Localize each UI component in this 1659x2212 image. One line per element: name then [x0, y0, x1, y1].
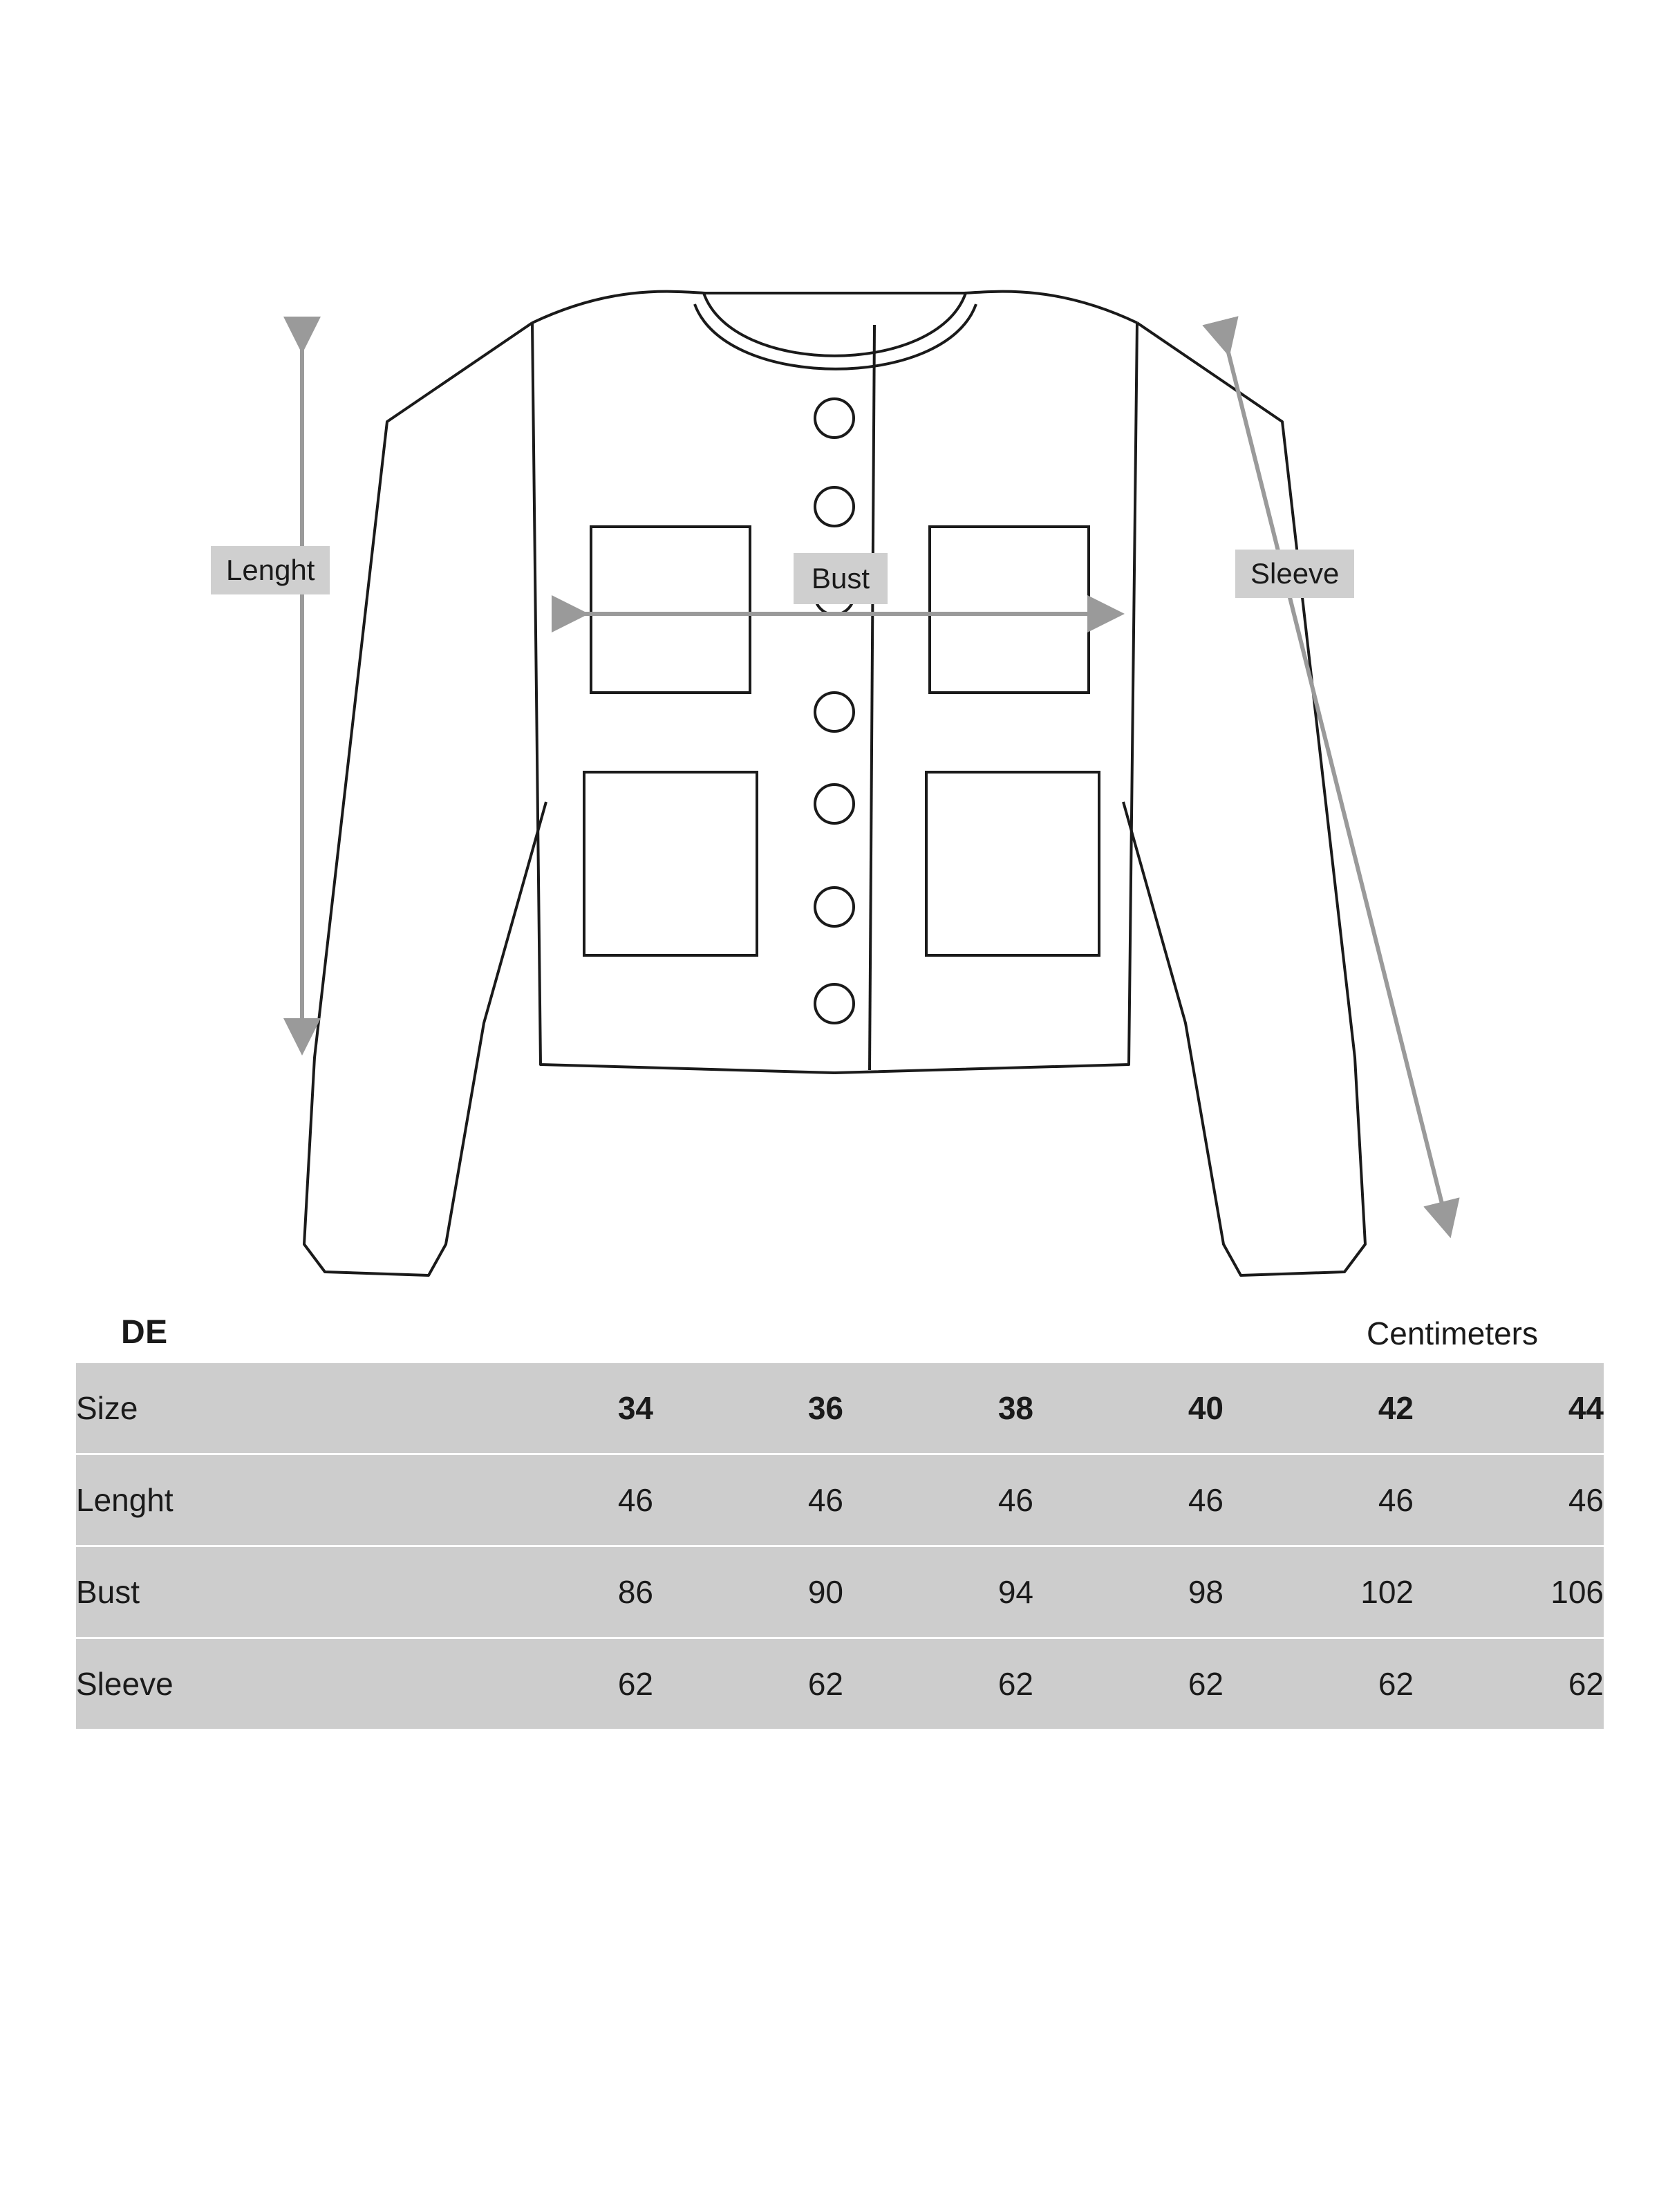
size-chart-section	[76, 1313, 1604, 1729]
header-cell-40: 40	[1033, 1363, 1224, 1454]
size-table	[76, 1363, 1604, 1729]
cell-sleeve-44: 62	[1414, 1638, 1604, 1730]
region-label: DE	[121, 1314, 168, 1351]
table-row	[76, 1546, 1604, 1638]
cell-sleeve-40: 62	[1033, 1638, 1224, 1730]
button-row	[815, 399, 854, 1023]
header-cell-42: 42	[1224, 1363, 1414, 1454]
cell-bust-34: 86	[463, 1546, 653, 1638]
cell-lenght-42: 46	[1224, 1454, 1414, 1546]
cell-bust-38: 94	[843, 1546, 1033, 1638]
cell-sleeve-42: 62	[1224, 1638, 1414, 1730]
cell-lenght-40: 46	[1033, 1454, 1224, 1546]
cell-lenght-44: 46	[1414, 1454, 1604, 1546]
sleeve-label: Sleeve	[1235, 550, 1354, 598]
cell-bust-44: 106	[1414, 1546, 1604, 1638]
header-cell-36: 36	[653, 1363, 843, 1454]
cell-sleeve-38: 62	[843, 1638, 1033, 1730]
cell-bust-36: 90	[653, 1546, 843, 1638]
table-caption-row	[76, 1313, 1604, 1363]
row-label-sleeve: Sleeve	[76, 1638, 463, 1730]
bust-label: Bust	[794, 553, 888, 604]
header-cell-44: 44	[1414, 1363, 1604, 1454]
header-cell-34: 34	[463, 1363, 653, 1454]
unit-label: Centimeters	[1367, 1315, 1538, 1351]
row-label-bust: Bust	[76, 1546, 463, 1638]
cell-sleeve-34: 62	[463, 1638, 653, 1730]
table-header-row	[76, 1363, 1604, 1454]
header-cell-size: Size	[76, 1363, 463, 1454]
cell-sleeve-36: 62	[653, 1638, 843, 1730]
cell-bust-40: 98	[1033, 1546, 1224, 1638]
cell-lenght-38: 46	[843, 1454, 1033, 1546]
cell-bust-42: 102	[1224, 1546, 1414, 1638]
table-row	[76, 1454, 1604, 1546]
length-label: Lenght	[211, 546, 330, 594]
header-cell-38: 38	[843, 1363, 1033, 1454]
cell-lenght-34: 46	[463, 1454, 653, 1546]
row-label-lenght: Lenght	[76, 1454, 463, 1546]
table-row	[76, 1638, 1604, 1730]
sleeve-measure-arrow	[1225, 339, 1446, 1220]
cell-lenght-36: 46	[653, 1454, 843, 1546]
